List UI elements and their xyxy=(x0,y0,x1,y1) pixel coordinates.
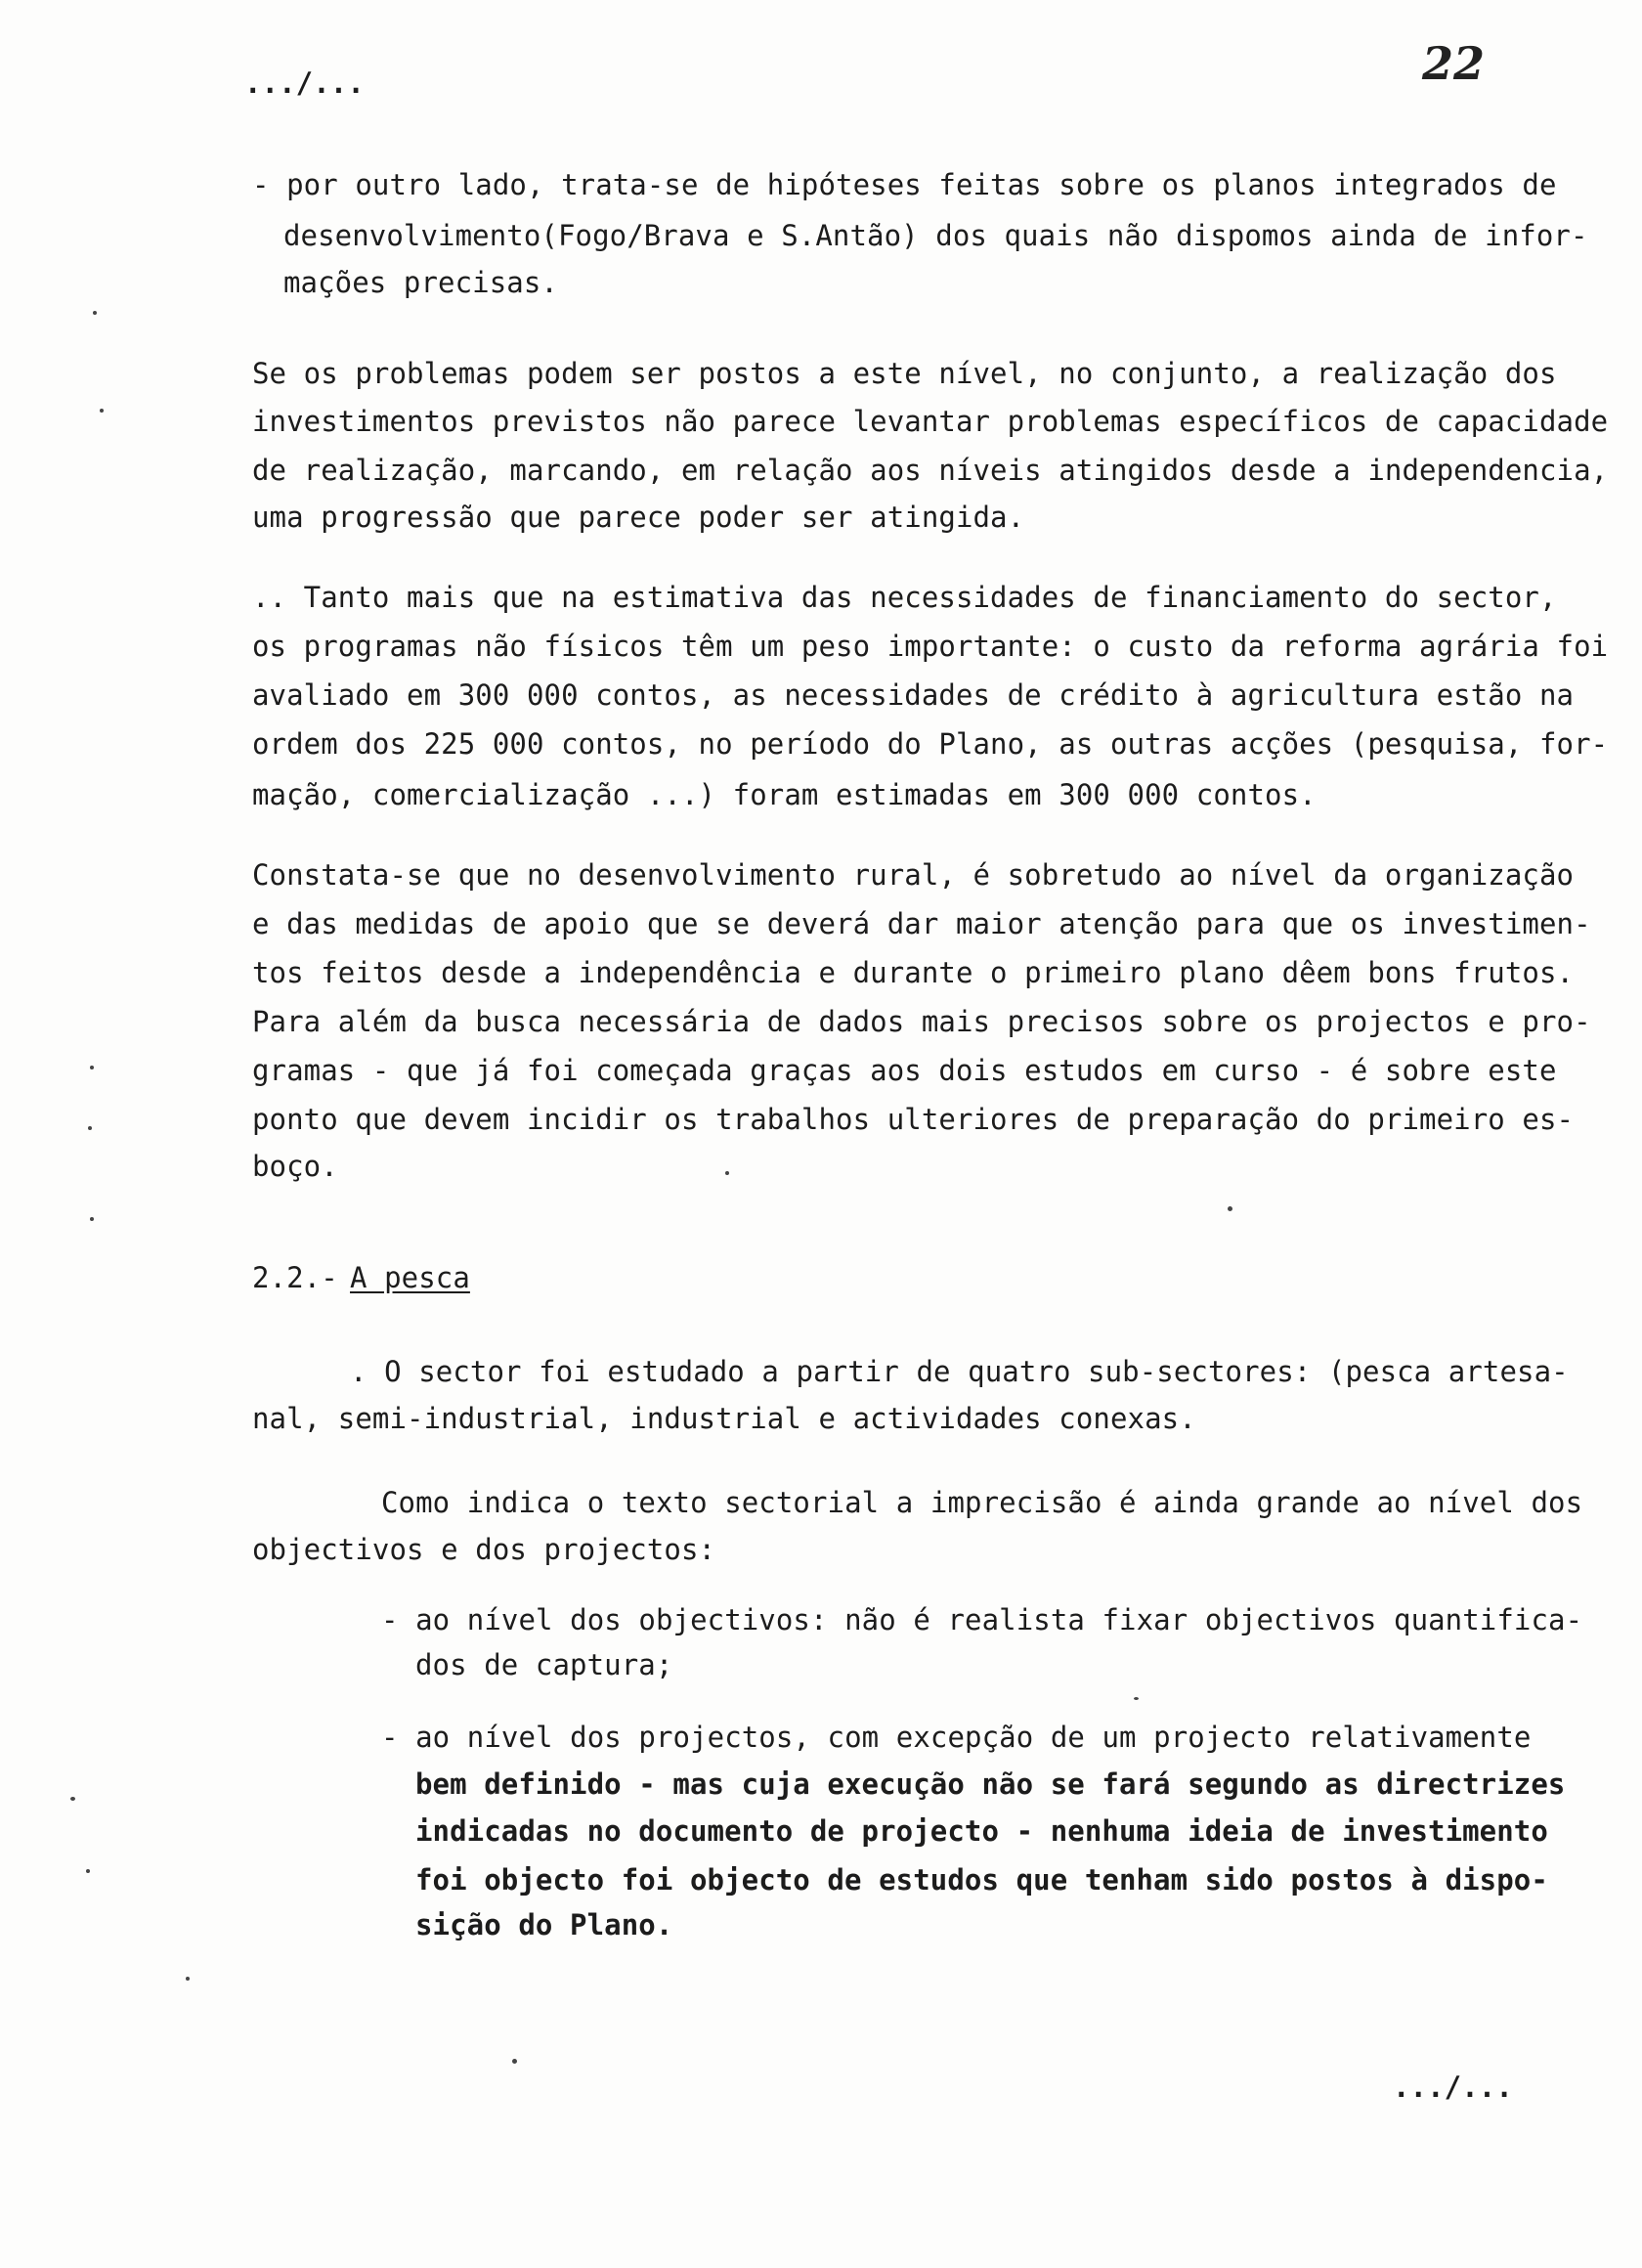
paragraph-4-line-5: gramas - que já foi começada graças aos dois estudos em curso - é sobre este xyxy=(252,1054,1557,1087)
paragraph-7-line-1: - ao nível dos objectivos: não é realista fixar objectivos quantifica- xyxy=(381,1603,1583,1636)
scan-speck xyxy=(90,1066,94,1069)
paragraph-3-line-2: os programas não físicos têm um peso importante: o custo da reforma agrária foi xyxy=(252,630,1609,663)
paragraph-7-line-2: dos de captura; xyxy=(415,1648,673,1681)
scan-speck xyxy=(86,1869,90,1873)
paragraph-6-line-2: objectivos e dos projectos: xyxy=(252,1533,716,1566)
section-title: A pesca xyxy=(350,1261,470,1294)
paragraph-3-line-5: mação, comercialização ...) foram estimadas em 300 000 contos. xyxy=(252,778,1317,811)
paragraph-2-line-2: investimentos previstos não parece levantar problemas específicos de capacidade xyxy=(252,405,1609,438)
paragraph-4-line-2: e das medidas de apoio que se deverá dar maior atenção para que os investimen- xyxy=(252,907,1591,940)
paragraph-4-line-7: boço. xyxy=(252,1150,338,1183)
paragraph-8-line-5: sição do Plano. xyxy=(415,1908,673,1941)
scan-speck xyxy=(93,311,97,315)
paragraph-8-line-1: - ao nível dos projectos, com excepção de um projecto relativamente xyxy=(381,1721,1532,1754)
paragraph-8-line-2: bem definido - mas cuja execução não se fará segundo as directrizes xyxy=(415,1767,1566,1801)
scan-speck xyxy=(88,1126,92,1130)
scan-speck xyxy=(186,1977,190,1981)
scan-speck xyxy=(100,409,104,413)
paragraph-1-line-2: desenvolvimento(Fogo/Brava e S.Antão) dos quais não dispomos ainda de infor- xyxy=(283,219,1588,252)
paragraph-2-line-1: Se os problemas podem ser postos a este nível, no conjunto, a realização dos xyxy=(252,357,1557,390)
scan-speck xyxy=(512,2059,517,2064)
scan-speck xyxy=(90,1217,94,1221)
paragraph-4-line-3: tos feitos desde a independência e durante o primeiro plano dêem bons frutos. xyxy=(252,956,1575,989)
top-continuation-mark: .../... xyxy=(244,66,365,100)
paragraph-5-line-2: nal, semi-industrial, industrial e actividades conexas. xyxy=(252,1402,1196,1435)
paragraph-4-line-1: Constata-se que no desenvolvimento rural, é sobretudo ao nível da organização xyxy=(252,858,1575,892)
paragraph-1-line-1: - por outro lado, trata-se de hipóteses feitas sobre os planos integrados de xyxy=(252,168,1557,201)
bottom-continuation-mark: .../... xyxy=(1393,2071,1513,2104)
paragraph-3-line-3: avaliado em 300 000 contos, as necessidades de crédito à agricultura estão na xyxy=(252,678,1575,712)
paragraph-8-line-4: foi objecto foi objecto de estudos que tenham sido postos à dispo- xyxy=(415,1863,1548,1897)
paragraph-2-line-3: de realização, marcando, em relação aos níveis atingidos desde a independencia, xyxy=(252,454,1609,487)
paragraph-4-line-6: ponto que devem incidir os trabalhos ulteriores de preparação do primeiro es- xyxy=(252,1103,1575,1136)
section-number: 2.2.- xyxy=(252,1261,338,1294)
paragraph-3-line-1: .. Tanto mais que na estimativa das necessidades de financiamento do sector, xyxy=(252,581,1557,614)
page-number: 22 xyxy=(1422,37,1486,90)
scan-speck xyxy=(1134,1697,1139,1700)
paragraph-3-line-4: ordem dos 225 000 contos, no período do Plano, as outras acções (pesquisa, for- xyxy=(252,727,1609,761)
scan-speck xyxy=(70,1797,75,1801)
paragraph-4-line-4: Para além da busca necessária de dados mais precisos sobre os projectos e pro- xyxy=(252,1005,1591,1038)
paragraph-8-line-3: indicadas no documento de projecto - nenhuma ideia de investimento xyxy=(415,1814,1548,1848)
paragraph-1-line-3: mações precisas. xyxy=(283,266,558,299)
paragraph-5-line-1: . O sector foi estudado a partir de quatro sub-sectores: (pesca artesa- xyxy=(350,1355,1569,1388)
scan-speck xyxy=(725,1171,729,1175)
paragraph-6-line-1: Como indica o texto sectorial a imprecisão é ainda grande ao nível dos xyxy=(381,1486,1583,1519)
paragraph-2-line-4: uma progressão que parece poder ser atingida. xyxy=(252,501,1025,534)
scan-speck xyxy=(1228,1206,1232,1211)
